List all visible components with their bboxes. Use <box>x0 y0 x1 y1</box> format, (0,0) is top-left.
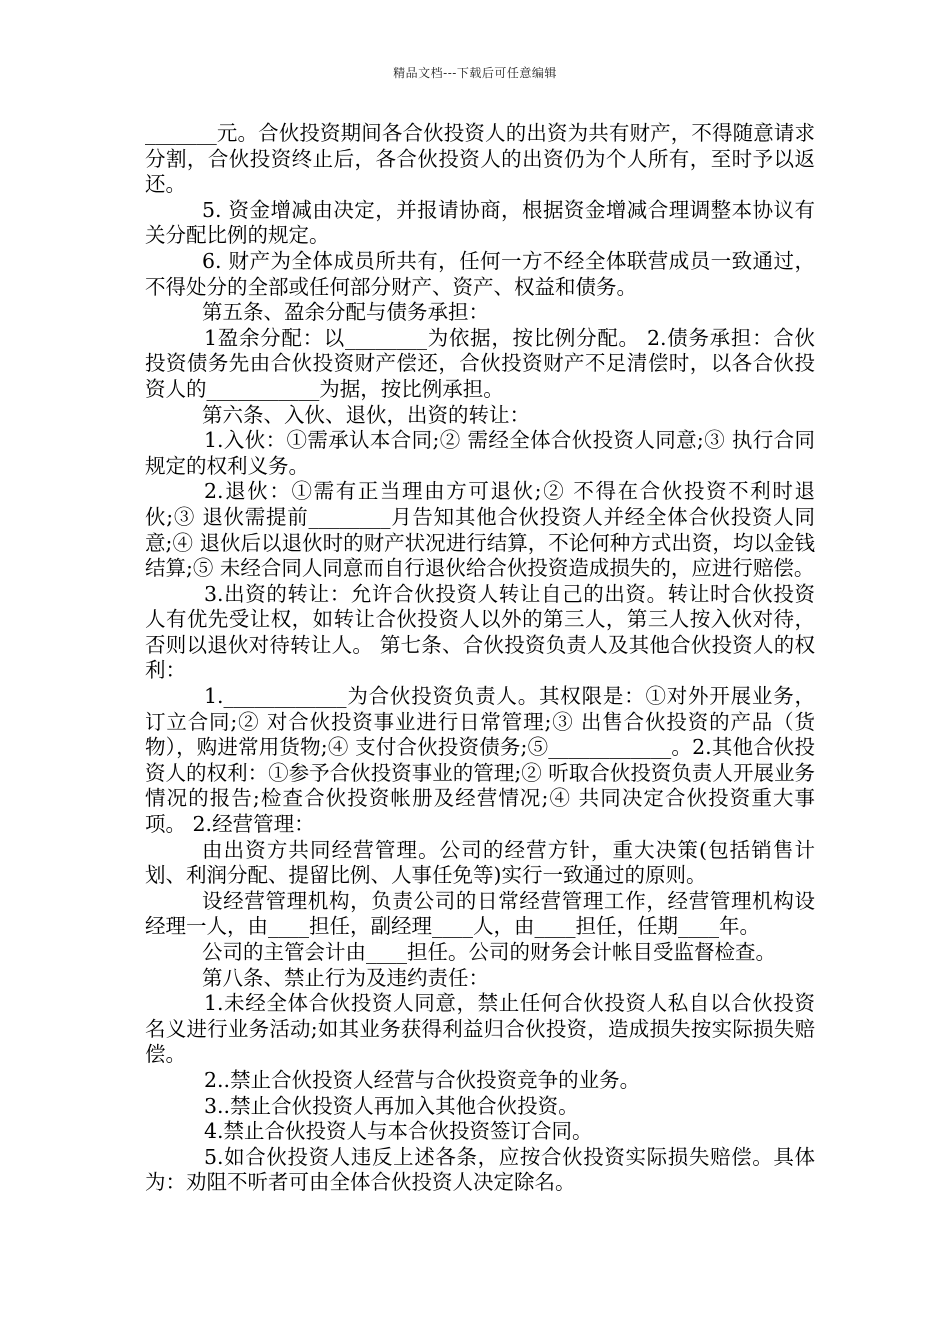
paragraph: 3.出资的转让：允许合伙投资人转让自己的出资。转让时合伙投资人有优先受让权，如转让合伙投资人以外的第三人，第三人按入伙对待，否则以退伙对待转让人。 第七条、合伙投资负责人及其他合伙投资人的权利： <box>145 581 815 683</box>
paragraph: 1.未经全体合伙投资人同意，禁止任何合伙投资人私自以合伙投资名义进行业务活动;如其业务获得利益归合伙投资，造成损失按实际损失赔偿。 <box>145 991 815 1067</box>
paragraph: _______元。合伙投资期间各合伙投资人的出资为共有财产，不得随意请求分割，合伙投资终止后，各合伙投资人的出资仍为个人所有，至时予以返还。 <box>145 121 815 197</box>
paragraph: 5.如合伙投资人违反上述各条，应按合伙投资实际损失赔偿。具体为：劝阻不听者可由全体合伙投资人决定除名。 <box>145 1144 815 1195</box>
paragraph: 2.退伙：①需有正当理由方可退伙;② 不得在合伙投资不利时退伙;③ 退伙需提前________月告知其他合伙投资人并经全体合伙投资人同意;④ 退伙后以退伙时的财产状况进行结算，不论何种方式出资，均以金钱结算;⑤ 未经合同人同意而自行退伙给合伙投资造成损失的，应进行赔偿。 <box>145 479 815 581</box>
paragraph: 2..禁止合伙投资人经营与合伙投资竞争的业务。 <box>204 1067 641 1092</box>
paragraph: 由出资方共同经营管理。公司的经营方针，重大决策(包括销售计划、利润分配、提留比例、人事任免等)实行一致通过的原则。 <box>145 837 815 888</box>
section-heading: 第八条、禁止行为及违约责任： <box>202 965 489 990</box>
paragraph: 5. 资金增减由决定，并报请协商，根据资金增减合理调整本协议有关分配比例的规定。 <box>145 197 815 248</box>
document-body <box>145 121 815 1196</box>
paragraph: 1.____________为合伙投资负责人。其权限是：①对外开展业务，订立合同;② 对合伙投资事业进行日常管理;③ 出售合伙投资的产品（货物），购进常用货物;④ 支付合伙投资债务;⑤____________。2.其他合伙投资人的权利：①参予合伙投资事业的管理;② 听取合伙投资负责人开展业务情况的报告;检查合伙投资帐册及经营情况;④ 共同决定合伙投资重大事项。 2.经营管理： <box>145 684 815 837</box>
paragraph: 公司的主管会计由____担任。公司的财务会计帐目受监督检查。 <box>202 940 776 964</box>
paragraph: 4.禁止合伙投资人与本合伙投资签订合同。 <box>204 1119 593 1144</box>
paragraph: 1.入伙：①需承认本合同;② 需经全体合伙投资人同意;③ 执行合同规定的权利义务。 <box>145 428 815 478</box>
section-heading: 第六条、入伙、退伙，出资的转让： <box>202 402 530 427</box>
section-heading: 第五条、盈余分配与债务承担： <box>202 300 489 325</box>
paragraph: 1盈余分配：以________为依据，按比例分配。 2.债务承担：合伙投资债务先由合伙投资财产偿还，合伙投资财产不足清偿时，以各合伙投资人的___________为据，按比例承担。 <box>145 325 815 401</box>
paragraph: 3..禁止合伙投资人再加入其他合伙投资。 <box>204 1093 579 1118</box>
paragraph: 设经营管理机构，负责公司的日常经营管理工作，经营管理机构设经理一人，由____担任，副经理____人，由____担任，任期____年。 <box>145 888 815 939</box>
page-header: 精品文档---下载后可任意编辑 <box>393 66 557 80</box>
paragraph: 6. 财产为全体成员所共有，任何一方不经全体联营成员一致通过，不得处分的全部或任何部分财产、资产、权益和债务。 <box>145 248 815 299</box>
